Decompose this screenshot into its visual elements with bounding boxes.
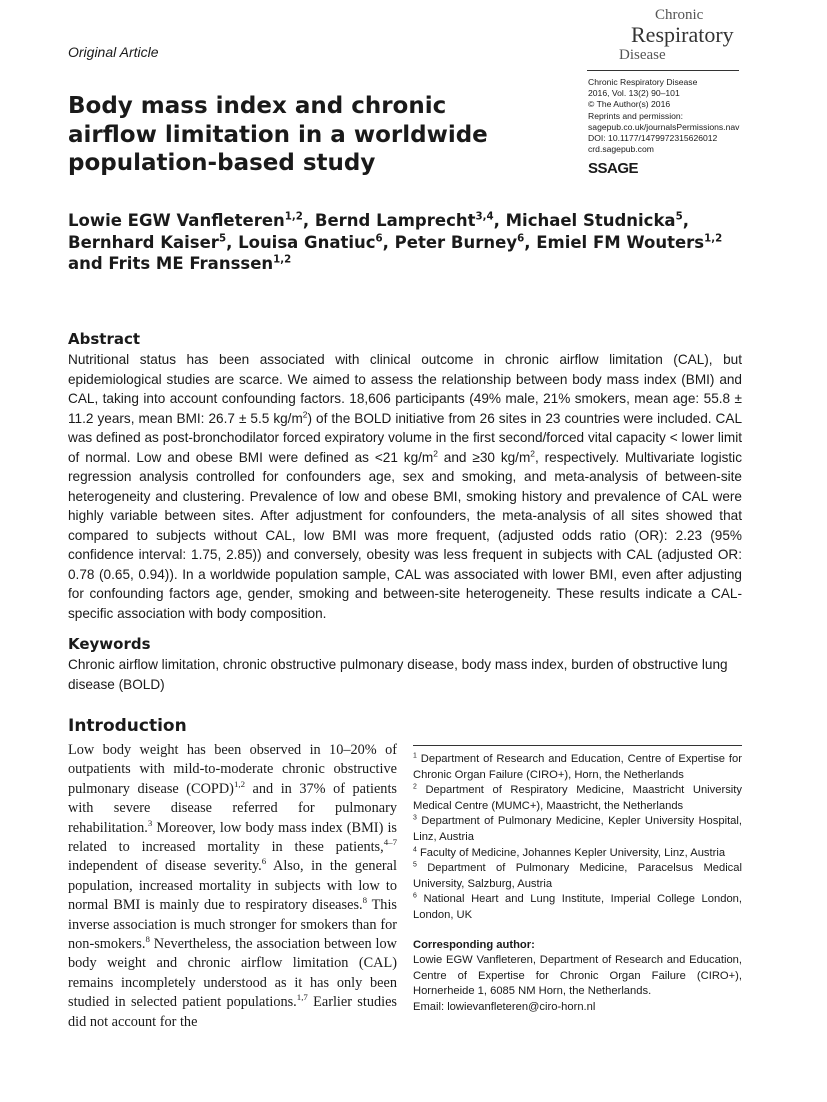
affiliation-item: [413, 892, 742, 923]
affiliation-text: National Heart and Lung Institute, Imperial College London, London, UK: [413, 893, 742, 921]
affiliation-item: [413, 861, 742, 892]
affiliation-text: Department of Pulmonary Medicine, Kepler University Hospital, Linz, Austria: [413, 815, 742, 843]
superscript[interactable]: 3: [147, 817, 153, 828]
abstract-heading: Abstract: [68, 330, 141, 348]
text-run: Earlier studies did not account for the: [68, 994, 397, 1030]
text-run: and Frits ME Franssen: [68, 254, 274, 273]
affiliation-text: Department of Research and Education, Centre of Expertise for Chronic Organ Failure (CIRO+), Horn, the Netherlands: [413, 753, 742, 781]
text-run: This inverse association is much stronger for smokers than for non-smokers.: [68, 897, 397, 953]
meta-line: Chronic Respiratory Disease: [588, 77, 698, 87]
affiliation-list: [413, 752, 742, 924]
superscript[interactable]: 2: [433, 447, 438, 458]
superscript[interactable]: 1,2: [704, 233, 723, 244]
text-run: independent of disease severity.: [68, 858, 262, 875]
superscript[interactable]: 6: [517, 233, 525, 244]
text-run: Also, in the general population, increased mortality in subjects with low to normal BMI is mainly due to respiratory diseases.: [68, 858, 397, 914]
logo-line: Respiratory: [631, 22, 734, 47]
affiliation-item: [413, 752, 742, 783]
superscript[interactable]: 5: [675, 211, 683, 223]
superscript[interactable]: 8: [145, 934, 150, 945]
superscript[interactable]: 1,2: [273, 254, 292, 266]
divider: [587, 70, 739, 71]
affiliation-item: [413, 814, 742, 845]
article-title: Body mass index and chronic airflow limitation in a worldwide population-based study: [68, 93, 488, 176]
superscript[interactable]: 1,2: [233, 779, 246, 790]
text-run: , Bernhard Kaiser: [68, 211, 689, 252]
superscript[interactable]: 5: [218, 233, 227, 244]
text-run: Lowie EGW Vanfleteren: [68, 211, 285, 230]
divider: [413, 745, 742, 746]
corresponding-heading: Corresponding author:: [413, 938, 535, 951]
meta-link[interactable]: sagepub.co.uk/journalsPermissions.nav: [588, 121, 740, 132]
superscript[interactable]: 3,4: [475, 211, 494, 223]
introduction-text: [68, 741, 397, 1032]
corresponding-email[interactable]: Email: lowievanfleteren@ciro-horn.nl: [413, 1000, 596, 1013]
affiliation-item: [413, 846, 742, 862]
meta-line: 2016, Vol. 13(2) 90–101: [588, 88, 680, 99]
logo-line: Chronic: [655, 7, 704, 23]
affiliation-item: [413, 783, 742, 814]
affiliation-number: 6: [413, 892, 417, 900]
superscript[interactable]: 2: [302, 408, 308, 419]
text-run: and ≥30 kg/m: [437, 449, 531, 465]
journal-logo: [615, 8, 745, 68]
affiliation-text: Department of Pulmonary Medicine, Paracelsus Medical University, Salzburg, Austria: [413, 862, 742, 890]
doi-link[interactable]: DOI: 10.1177/1479972315626012: [588, 133, 718, 144]
abstract-text: [68, 350, 742, 623]
keywords-text: Chronic airflow limitation, chronic obstructive pulmonary disease, body mass index, burden of obstructive lung disease (BOLD): [68, 657, 728, 692]
affiliation-number: 2: [413, 783, 417, 791]
meta-line: Reprints and permission:: [588, 110, 684, 121]
affiliation-number: 4: [413, 845, 417, 853]
affiliation-number: 1: [413, 752, 417, 760]
publisher-logo: SSAGE: [588, 160, 639, 177]
text-run: , Bernd Lamprecht: [302, 211, 476, 230]
text-run: , respectively. Multivariate logistic regression analysis controlled for confounders age, sex and smoking, and meta-analysis of between-site heterogeneity and clustering. Prevalence of low and obese BMI, smoking history and prevalence of CAL were highly variable between sites. After adjustment for confounders, the meta-analysis of all sites showed that compared to subjects without CAL, low BMI was more frequent, (adjusted odds ratio (OR): 2.23 (95% confidence interval: 1.75, 2.85)) and conversely, obesity was less frequent in subjects with CAL (adjusted OR: 0.78 (0.65, 0.94)). In a worldwide population sample, CAL was associated with lower BMI, even after adjusting for confounding factors age, gender, smoking and between-site heterogeneity. These results indicate a CAL-specific association with body composition.: [68, 449, 742, 621]
text-run: Nevertheless, the association between low body weight and chronic airflow limitation (CAL) remains incompletely understood as it has only been studied in selected patient populations.: [68, 936, 397, 1011]
affiliation-text: Department of Respiratory Medicine, Maastricht University Medical Centre (MUMC+), Maastricht, the Netherlands: [413, 784, 742, 812]
text-run: ) of the BOLD initiative from 26 sites in 23 countries were included. CAL was defined as post-bronchodilator forced expiratory volume in the first second/forced vital capacity < lower limit of normal. Low and obese BMI were defined as <21 kg/m: [68, 410, 743, 465]
superscript[interactable]: 2: [530, 447, 535, 458]
affiliation-number: 3: [413, 814, 417, 822]
journal-meta: [588, 77, 739, 155]
text-run: , Louisa Gnatiuc: [226, 232, 376, 252]
text-run: , Peter Burney: [382, 232, 518, 252]
front-matter: [68, 330, 742, 694]
section-label: Original Article: [68, 44, 159, 60]
superscript[interactable]: 1,2: [284, 211, 303, 223]
author-list: [68, 210, 758, 275]
introduction-heading: Introduction: [68, 716, 187, 736]
logo-line: Disease: [619, 47, 666, 63]
superscript[interactable]: 4–7: [383, 837, 397, 848]
superscript[interactable]: 8: [362, 895, 368, 906]
superscript[interactable]: 6: [261, 856, 267, 867]
text-run: Moreover, low body mass index (BMI) is related to increased mortality in these patients,: [68, 819, 397, 856]
keywords-heading: Keywords: [68, 635, 151, 653]
affiliations: [413, 752, 742, 1016]
text-run: , Emiel FM Wouters: [524, 232, 705, 252]
journal-link[interactable]: crd.sagepub.com: [588, 144, 654, 155]
affiliation-number: 5: [413, 861, 417, 869]
corresponding-address: Lowie EGW Vanfleteren, Department of Research and Education, Centre of Expertise for Chronic Organ Failure (CIRO+), Hornerheide 1, 6085 NM Horn, the Netherlands.: [413, 954, 742, 998]
text-run: Low body weight has been observed in 10–20% of outpatients with mild-to-moderate chronic obstructive pulmonary disease (COPD): [68, 742, 397, 797]
superscript[interactable]: 1,7: [296, 992, 308, 1003]
text-run: , Michael Studnicka: [493, 211, 676, 230]
affiliation-text: Faculty of Medicine, Johannes Kepler University, Linz, Austria: [416, 846, 726, 859]
meta-line: © The Author(s) 2016: [588, 99, 671, 110]
text-run: and in 37% of patients with severe disease referred for pulmonary rehabilitation.: [68, 780, 397, 836]
text-run: Nutritional status has been associated with clinical outcome in chronic airflow limitation (CAL), but epidemiological studies are scarce. We aimed to assess the relationship between body mass index (BMI) and CAL, taking into account confounding factors. 18,606 participants (49% male, 21% smokers, mean age: 55.8 ± 11.2 years, mean BMI: 26.7 ± 5.5 kg/m: [68, 352, 742, 426]
superscript[interactable]: 6: [375, 233, 383, 244]
